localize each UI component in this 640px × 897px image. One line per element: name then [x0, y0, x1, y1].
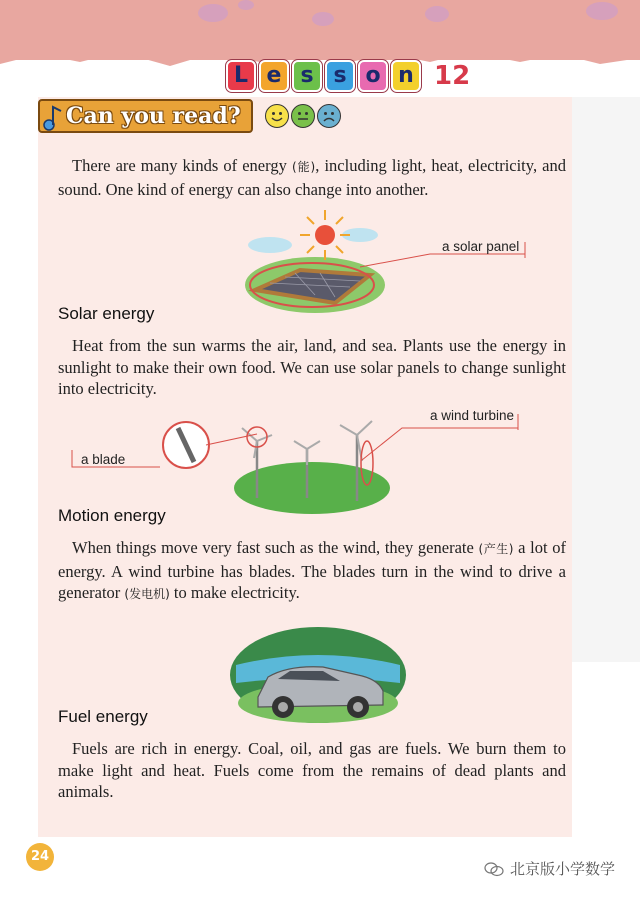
blade-callout-line [72, 420, 312, 480]
heading-solar-energy: Solar energy [58, 304, 155, 323]
cloud-decoration [198, 4, 228, 22]
blade-label: a blade [81, 452, 126, 467]
solar-energy-text: Heat from the sun warms the air, land, and sea. Plants use the energy in sunlight to make their own food. We can use solar panels to change sunlight into electricity. [58, 336, 566, 398]
lesson-letter: o [358, 60, 388, 92]
solar-panel-label: a solar panel [442, 239, 520, 254]
lesson-letter: s [325, 60, 355, 92]
car-illustration [228, 625, 408, 725]
happy-face-icon [265, 104, 289, 128]
motion-text-1: When things move very fast such as the wind, they generate [72, 538, 474, 557]
chat-bubble-icon [484, 862, 504, 876]
music-note-icon [42, 103, 64, 133]
fuel-energy-text: Fuels are rich in energy. Coal, oil, and gas are fuels. We burn them to make light and heat. Fuels come from the remains of dead plants and animals. [58, 739, 566, 801]
intro-text-2: , including light, heat, electricity, and sound. One kind of energy can also change into another. [58, 156, 566, 199]
watermark [484, 858, 615, 879]
solar-energy-paragraph [58, 335, 566, 400]
lesson-letter: L [226, 60, 256, 92]
page-edge [572, 97, 640, 662]
heading-motion-energy: Motion energy [58, 506, 166, 525]
cloud-decoration [586, 2, 618, 20]
neutral-face-icon [291, 104, 315, 128]
section-banner [38, 97, 343, 135]
lesson-title [226, 58, 470, 94]
banner-label [38, 99, 253, 133]
rating-faces [265, 104, 343, 128]
intro-cn-gloss: (能) [291, 160, 316, 174]
heading-fuel-energy: Fuel energy [58, 707, 148, 726]
intro-text: There are many kinds of energy [72, 156, 287, 175]
motion-energy-paragraph [58, 537, 566, 606]
page-number: 24 [26, 843, 54, 871]
banner-text: Can you read? [66, 103, 241, 129]
watermark-text: 北京版小学数学 [510, 860, 616, 878]
lesson-letter: n [391, 60, 421, 92]
lesson-number: 12 [434, 61, 471, 91]
motion-cn-generate: (产生) [478, 542, 514, 556]
lesson-letter: e [259, 60, 289, 92]
lesson-letter: s [292, 60, 322, 92]
intro-paragraph [58, 155, 566, 200]
cloud-decoration [425, 6, 449, 22]
cloud-decoration [238, 0, 254, 10]
cloud-decoration [312, 12, 334, 26]
motion-text-2: a lot of energy. A wind turbine has blades. The blades turn in the wind to drive a generator [58, 538, 567, 602]
header-band [0, 0, 640, 60]
sad-face-icon [317, 104, 341, 128]
motion-cn-generator: (发电机) [124, 587, 170, 601]
fuel-energy-paragraph [58, 738, 566, 803]
motion-text-3: to make electricity. [173, 583, 300, 602]
wind-turbine-label: a wind turbine [430, 408, 515, 423]
